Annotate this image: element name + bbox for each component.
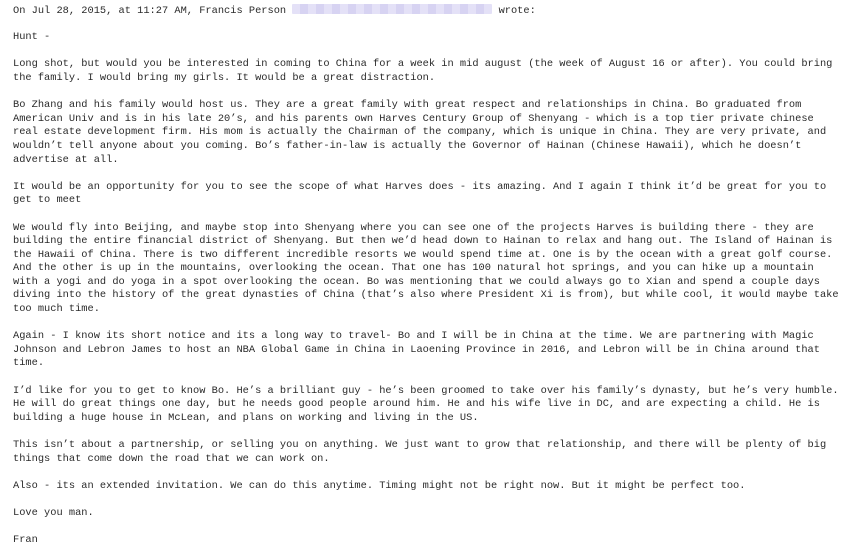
text-line: I’d like for you to get to know Bo. He’s a brilliant guy - he’s been groomed to take over his family’s dynasty, but he’s very humble. — [13, 384, 839, 397]
text-line: building the entire financial district of Shenyang. But then we’d head down to Hainan to relax and hang out. The Island of Hainan is — [13, 235, 833, 248]
text-line: Johnson and Lebron James to host an NBA Global Game in China in Laoening Province in 2016, and Lebron will be in China around that — [13, 343, 820, 356]
email-body — [13, 0, 843, 548]
paragraph — [13, 534, 843, 548]
header-prefix: On Jul 28, 2015, at 11:27 AM, Francis Person — [13, 5, 287, 17]
text-line: This isn’t about a partnership, or selling you on anything. We just want to grow that relationship, and there will be plenty of big — [13, 439, 827, 451]
email-header — [13, 4, 843, 18]
spacer — [13, 317, 843, 331]
spacer — [13, 208, 843, 222]
text-line: Love you man. — [13, 506, 94, 519]
text-line: get to meet — [13, 194, 82, 207]
text-line: Also - its an extended invitation. We can do this anytime. Timing might not be right now. But it might be perfect too. — [13, 479, 746, 492]
text-line: diving into the history of the great dynasties of China (that’s also where President Xi is from), but while cool, it would maybe take — [13, 289, 839, 302]
spacer — [13, 425, 843, 439]
spacer — [13, 521, 843, 535]
text-line: We would fly into Beijing, and maybe stop into Shenyang where you can see one of the projects Harves is building there - they are — [13, 221, 814, 234]
greeting: Hunt - — [13, 31, 51, 44]
text-line: the Hawaii of China. There is two different incredible resorts we would spend time at. One is by the ocean with a great golf course. — [13, 248, 833, 261]
spacer — [13, 86, 843, 100]
text-line: Long shot, but would you be interested in coming to China for a week in mid august (the week of August 16 or after). You could bring — [13, 58, 833, 71]
spacer — [13, 167, 843, 181]
text-line: He will do great things one day, but he needs good people around him. He and his wife live in DC, and are expecting a child. He is — [13, 398, 820, 411]
text-line: real estate development firm. His mom is actually the Chairman of the company, which is unique in China. They are very private, and — [13, 126, 827, 139]
text-line: Bo Zhang and his family would host us. They are a great family with great respect and relationships in China. Bo graduated from — [13, 99, 802, 112]
paragraph — [13, 330, 843, 371]
paragraph — [13, 507, 843, 521]
paragraph — [13, 385, 843, 426]
spacer — [13, 466, 843, 480]
text-line: too much time. — [13, 303, 100, 316]
text-line: wouldn’t tell anyone about you coming. Bo’s father-in-law is actually the Governor of Hainan (Chinese Hawaii), which he doesn’t — [13, 139, 802, 152]
spacer — [13, 493, 843, 507]
paragraph — [13, 181, 843, 208]
header-suffix: wrote: — [498, 5, 536, 17]
spacer — [13, 371, 843, 385]
spacer — [13, 45, 843, 59]
spacer — [13, 18, 843, 32]
redacted-email-address — [292, 4, 492, 14]
text-line: Again - I know its short notice and its a long way to travel- Bo and I will be in China at the time. We are partnering with Magic — [13, 330, 814, 343]
paragraph — [13, 439, 843, 466]
text-line: It would be an opportunity for you to see the scope of what Harves does - its amazing. And I again I think it’d be great for you to — [13, 180, 827, 193]
text-line: the family. I would bring my girls. It would be a great distraction. — [13, 71, 436, 84]
text-line: advertise at all. — [13, 153, 119, 166]
text-line: American Univ and is in his late 20’s, and his parents own Harves Century Group of Shenyang - which is a top tier private chinese — [13, 112, 814, 125]
text-line: And the other is up in the mountains, overlooking the ocean. That one has 100 natural hot springs, and you can hike up a mountain — [13, 262, 814, 275]
text-line: things that come down the road that we can work on. — [13, 452, 330, 465]
text-line: with a yogi and do yoga in a spot overlooking the ocean. Bo was mentioning that we could always go to Xian and spend a couple days — [13, 275, 820, 288]
text-line: building a huge house in McLean, and plans on working and living in the US. — [13, 411, 479, 424]
paragraph — [13, 99, 843, 167]
email-paragraphs — [13, 45, 843, 548]
paragraph — [13, 58, 843, 85]
paragraph — [13, 480, 843, 494]
text-line: Fran — [13, 534, 38, 547]
text-line: time. — [13, 357, 45, 370]
paragraph — [13, 222, 843, 317]
